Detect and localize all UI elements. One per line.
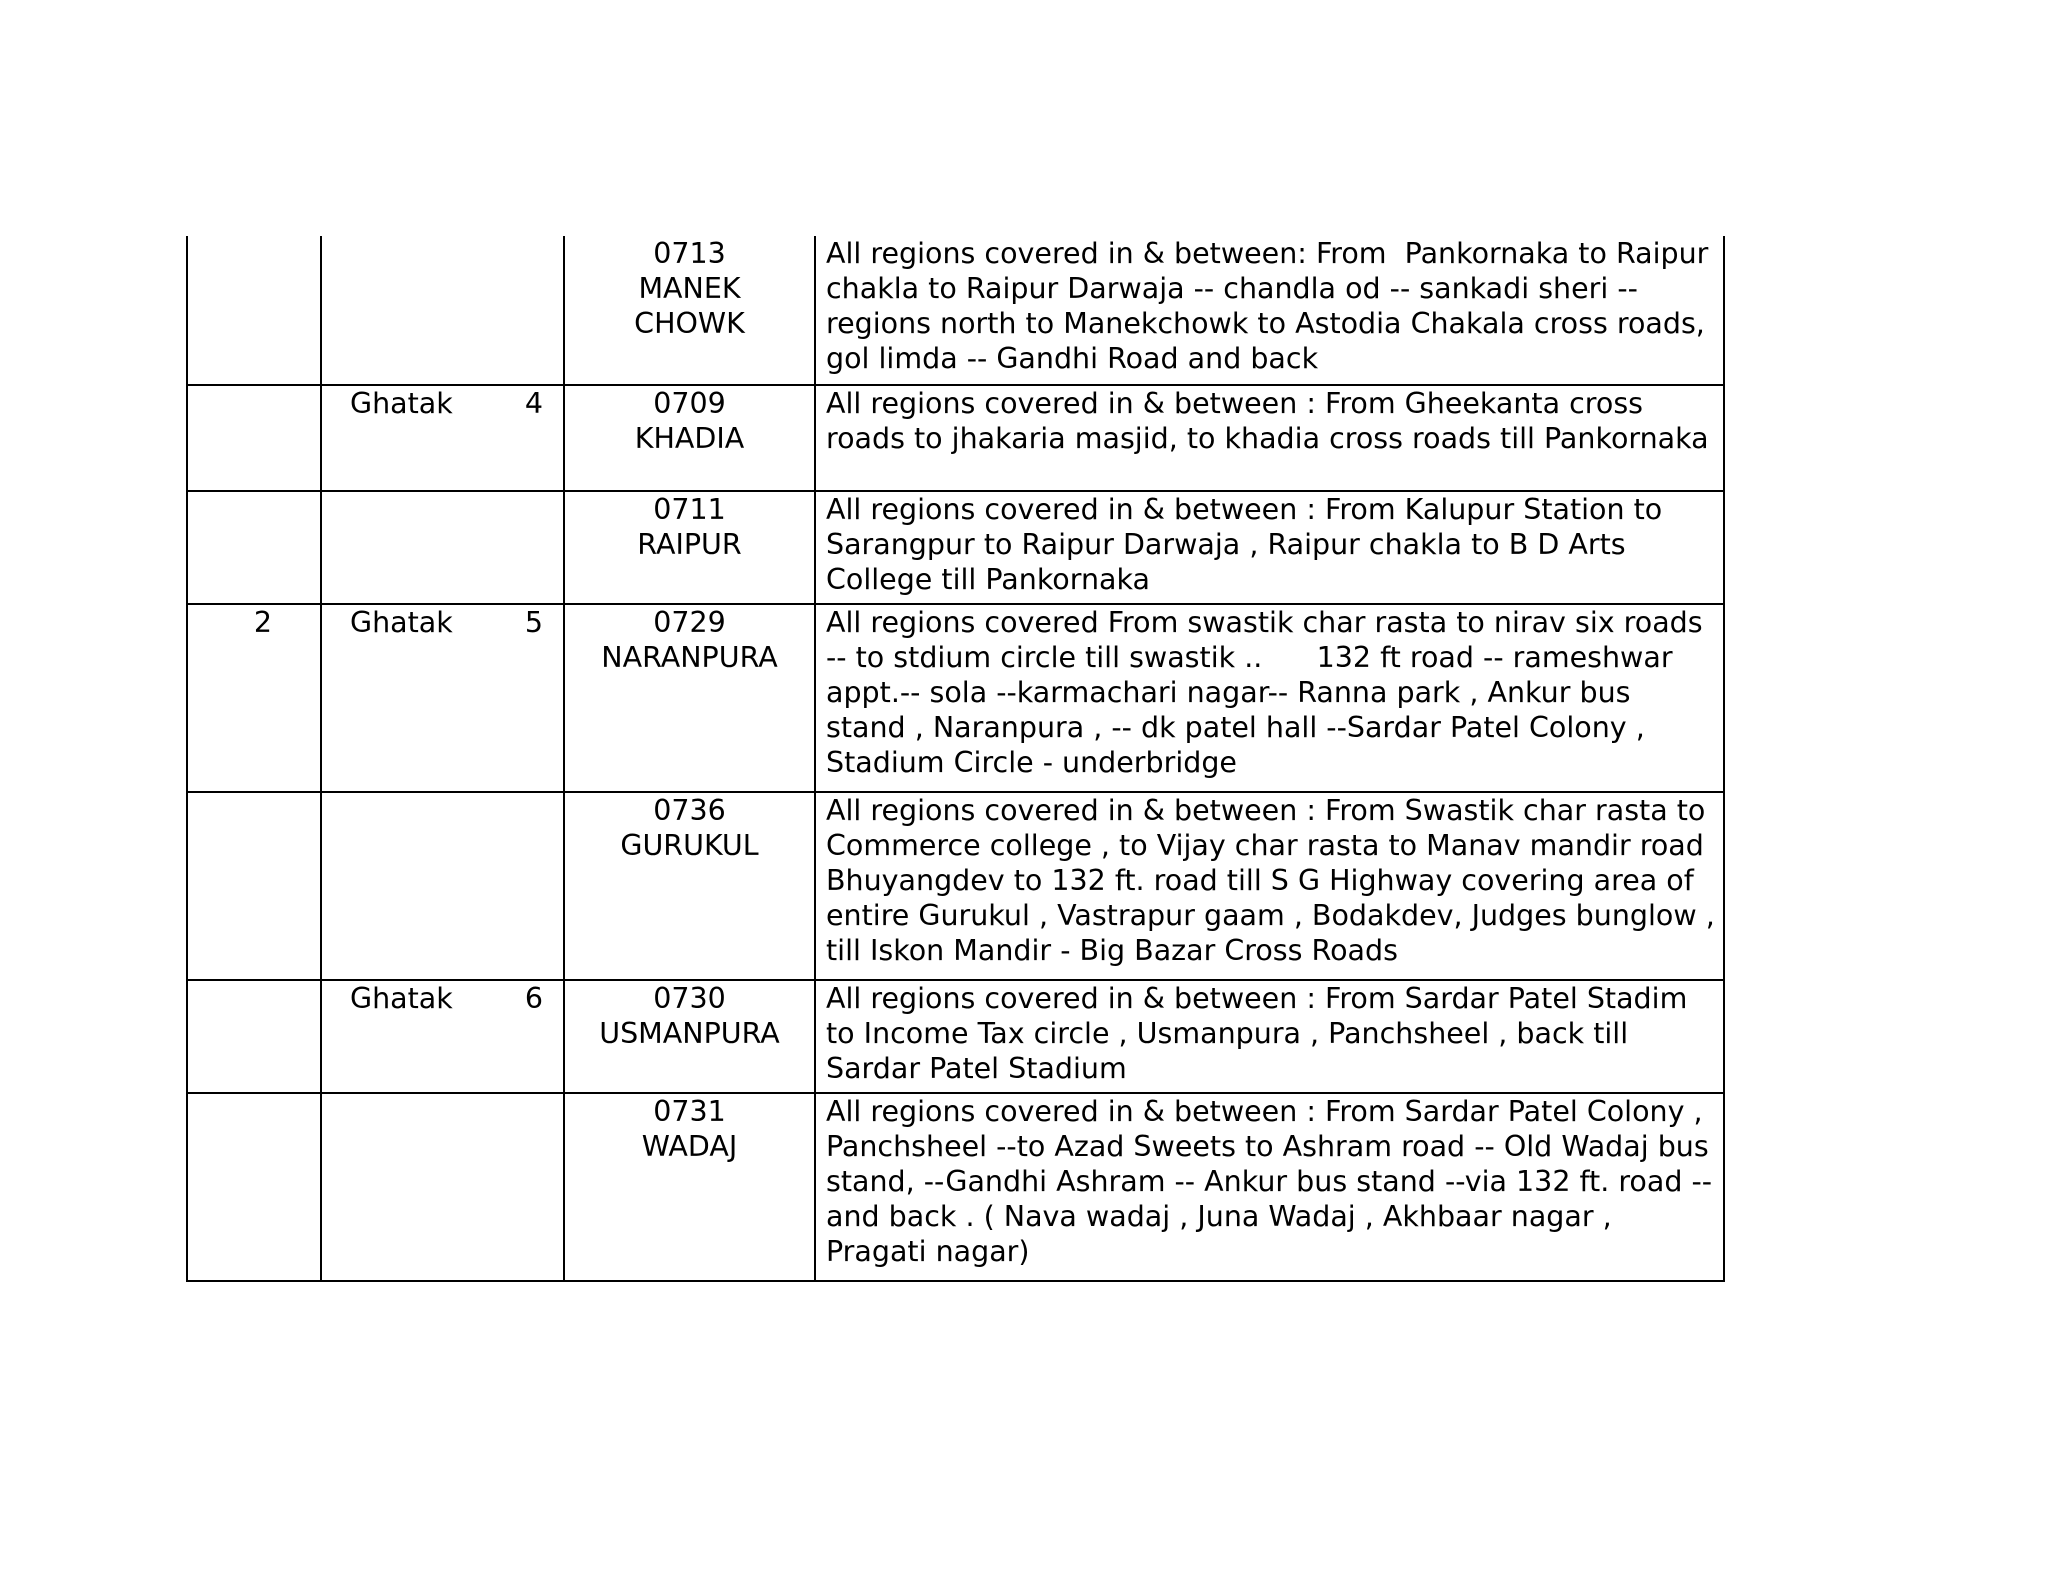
ward-cell — [564, 1093, 815, 1281]
ghatak-cell — [321, 980, 564, 1093]
ward-code: 0731 — [653, 1095, 726, 1128]
ward-name: NARANPURA — [601, 641, 778, 674]
table-row — [187, 792, 1724, 980]
region-description: All regions covered in & between: From Pankornaka to Raipur chakla to Raipur Darwaja -- chandla od -- sankadi sheri --regions north to Manekchowk to Astodia Chakala cross roads, gol limda -- Gandhi Road and back — [815, 236, 1724, 385]
ward-cell — [564, 236, 815, 385]
table-row — [187, 385, 1724, 491]
ward-code: 0711 — [653, 493, 726, 526]
ward-name: USMANPURA — [599, 1017, 780, 1050]
ward-code: 0730 — [653, 982, 726, 1015]
ghatak-number: 5 — [524, 606, 543, 639]
ward-cell — [564, 792, 815, 980]
ward-cell — [564, 604, 815, 792]
ghatak-cell — [321, 792, 564, 980]
ward-code: 0709 — [653, 387, 726, 420]
region-description: All regions covered From swastik char rasta to nirav six roads -- to stdium circle till swastik .. 132 ft road -- rameshwar appt.-- sola --karmachari nagar-- Ranna park , Ankur bus stand , Naranpura , -- dk patel hall --Sardar Patel Colony , Stadium Circle - underbridge — [815, 604, 1724, 792]
ward-code: 0736 — [653, 794, 726, 827]
ghatak-cell — [321, 385, 564, 491]
ward-name: KHADIA — [634, 422, 745, 455]
ghatak-cell — [321, 236, 564, 385]
zone-number-cell — [187, 385, 321, 491]
zone-number-cell — [187, 1093, 321, 1281]
table-row — [187, 236, 1724, 385]
ghatak-label: Ghatak — [350, 387, 453, 420]
zone-number-cell: 2 — [187, 604, 321, 792]
ghatak-label: Ghatak — [350, 982, 453, 1015]
region-description: All regions covered in & between : From Swastik char rasta to Commerce college , to Vijay char rasta to Manav mandir road Bhuyangdev to 132 ft. road till S G Highway covering area of entire Gurukul , Vastrapur gaam , Bodakdev, Judges bunglow , till Iskon Mandir - Big Bazar Cross Roads — [815, 792, 1724, 980]
ward-name: RAIPUR — [637, 528, 742, 561]
ghatak-number: 4 — [524, 387, 543, 420]
table-row — [187, 1093, 1724, 1281]
table-row — [187, 604, 1724, 792]
ghatak-number: 6 — [524, 982, 543, 1015]
region-description: All regions covered in & between : From Sardar Patel Stadim to Income Tax circle , Usmanpura , Panchsheel , back till Sardar Patel Stadium — [815, 980, 1724, 1093]
zone-number-cell — [187, 792, 321, 980]
ward-code: 0713 — [653, 237, 726, 270]
ward-cell — [564, 980, 815, 1093]
region-description: All regions covered in & between : From Sardar Patel Colony , Panchsheel --to Azad Sweets to Ashram road -- Old Wadaj bus stand, --Gandhi Ashram -- Ankur bus stand --via 132 ft. road --and back . ( Nava wadaj , Juna Wadaj , Akhbaar nagar , Pragati nagar) — [815, 1093, 1724, 1281]
ghatak-cell — [321, 1093, 564, 1281]
ghatak-label: Ghatak — [350, 606, 453, 639]
ghatak-cell — [321, 491, 564, 604]
ward-cell — [564, 385, 815, 491]
ghatak-cell — [321, 604, 564, 792]
ward-name: GURUKUL — [620, 829, 759, 862]
zone-number-cell — [187, 236, 321, 385]
table-row — [187, 980, 1724, 1093]
ward-cell — [564, 491, 815, 604]
ward-regions-table — [186, 236, 1725, 1282]
zone-number-cell — [187, 491, 321, 604]
table-row — [187, 491, 1724, 604]
ward-name: MANEK CHOWK — [634, 272, 745, 340]
region-description: All regions covered in & between : From Kalupur Station to Sarangpur to Raipur Darwaja , Raipur chakla to B D Arts College till Pankornaka — [815, 491, 1724, 604]
ward-name: WADAJ — [641, 1130, 738, 1163]
ward-code: 0729 — [653, 606, 726, 639]
zone-number-cell — [187, 980, 321, 1093]
region-description: All regions covered in & between : From Gheekanta cross roads to jhakaria masjid, to khadia cross roads till Pankornaka — [815, 385, 1724, 491]
